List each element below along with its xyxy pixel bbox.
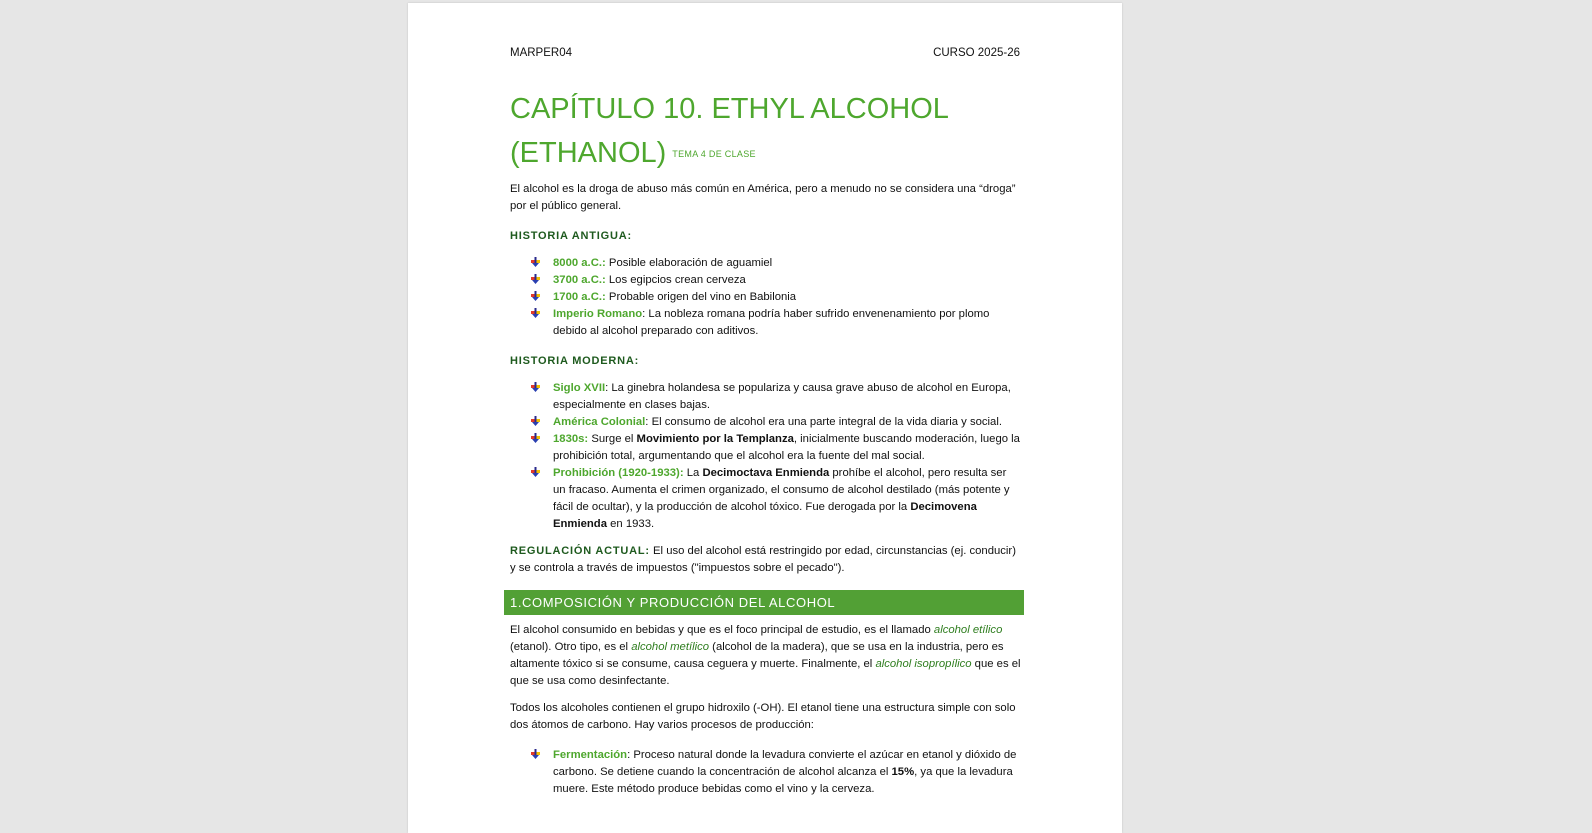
- bold-term: Decimovena Enmienda: [553, 501, 977, 530]
- text-segment: El alcohol es la droga de abuso más común en América, pero a menudo no se considera una “droga” por el público general.: [510, 183, 1016, 212]
- list-item: [510, 306, 1022, 340]
- inline-heading: REGULACIÓN ACTUAL:: [510, 545, 650, 557]
- heading-historia-moderna: HISTORIA MODERNA:: [510, 355, 640, 367]
- green-bold-term: Siglo XVII: [553, 382, 606, 394]
- text-segment: La: [683, 467, 703, 479]
- green-bold-term: 1830s:: [553, 433, 589, 445]
- text-segment: (etanol). Otro tipo, es el: [510, 641, 632, 653]
- text-segment: El alcohol consumido en bebidas y que es el foco principal de estudio, es el llamado: [510, 624, 934, 636]
- list-item: [510, 272, 1022, 289]
- chapter-title: [510, 87, 1030, 176]
- text-segment: : La ginebra holandesa se populariza y causa grave abuso de alcohol en Europa, especialmente en clases bajas.: [553, 382, 1011, 411]
- italic-term: alcohol isopropílico: [875, 658, 972, 670]
- bullet-arrow-icon: [530, 467, 541, 478]
- list-item: [510, 747, 1022, 798]
- list-item: [510, 380, 1022, 414]
- title-line1: CAPÍTULO 10. ETHYL ALCOHOL: [510, 93, 949, 125]
- bullet-arrow-icon: [530, 416, 541, 427]
- italic-term: alcohol metílico: [631, 641, 710, 653]
- text-segment: en 1933.: [607, 518, 655, 530]
- text-segment: : La nobleza romana podría haber sufrido envenenamiento por plomo debido al alcohol preparado con aditivos.: [553, 308, 990, 337]
- list-item: [510, 255, 1022, 272]
- text-segment: , inicialmente buscando moderación, luego la prohibición total, argumentando que el alcohol era la fuente del mal social.: [553, 433, 1020, 462]
- regulacion-paragraph: [510, 543, 1022, 577]
- heading-historia-antigua: HISTORIA ANTIGUA:: [510, 230, 632, 242]
- text-segment: prohíbe el alcohol, pero resulta ser un fracaso. Aumenta el crimen organizado, el consumo de alcohol destilado (más potente y fácil de ocultar), y la producción de alcohol tóxico. Fue derogada por la: [553, 467, 1010, 513]
- list-item: [510, 431, 1022, 465]
- green-bold-term: 3700 a.C.:: [553, 274, 606, 286]
- text-segment: El uso del alcohol está restringido por edad, circunstancias (ej. conducir) y se controla a través de impuestos ("impuestos sobre el pecado").: [510, 545, 1016, 574]
- green-bold-term: Fermentación: [553, 749, 628, 761]
- green-bold-term: Imperio Romano: [553, 308, 643, 320]
- list-historia-moderna: [510, 380, 1022, 533]
- title-subtitle: TEMA 4 DE CLASE: [672, 149, 756, 160]
- list-procesos-produccion: [510, 747, 1022, 798]
- title-line2: (ETHANOL): [510, 137, 667, 169]
- bullet-arrow-icon: [530, 749, 541, 760]
- text-segment: : Proceso natural donde la levadura convierte el azúcar en etanol y dióxido de carbono. Se detiene cuando la concentración de alcohol alcanza el: [553, 749, 1017, 778]
- document-page: [408, 3, 1122, 833]
- bullet-arrow-icon: [530, 382, 541, 393]
- composicion-paragraph-1: [510, 622, 1022, 690]
- text-segment: (alcohol de la madera), que se usa en la industria, pero es altamente tóxico si se consume, causa ceguera y muerte. Finalmente, el: [510, 641, 1004, 670]
- section-heading-composicion: 1.COMPOSICIÓN Y PRODUCCIÓN DEL ALCOHOL: [504, 590, 1024, 615]
- bold-term: Decimoctava Enmienda: [702, 467, 830, 479]
- text-segment: Surge el: [588, 433, 637, 445]
- text-segment: Los egipcios crean cerveza: [605, 274, 746, 286]
- bullet-arrow-icon: [530, 291, 541, 302]
- bold-term: 15%: [891, 766, 915, 778]
- italic-term: alcohol etílico: [933, 624, 1003, 636]
- text-segment: , ya que la levadura muere. Este método produce bebidas como el vino y la cerveza.: [553, 766, 1013, 795]
- bold-term: Movimiento por la Templanza: [636, 433, 794, 445]
- green-bold-term: 8000 a.C.:: [553, 257, 606, 269]
- bullet-arrow-icon: [530, 257, 541, 268]
- text-segment: Probable origen del vino en Babilonia: [605, 291, 797, 303]
- text-segment: Posible elaboración de aguamiel: [605, 257, 773, 269]
- list-historia-antigua: [510, 255, 1022, 340]
- list-item: [510, 465, 1022, 533]
- page-header: [510, 47, 1020, 59]
- text-segment: Todos los alcoholes contienen el grupo hidroxilo (-OH). El etanol tiene una estructura simple con solo dos átomos de carbono. Hay varios procesos de producción:: [510, 702, 1016, 731]
- header-left: MARPER04: [510, 47, 572, 59]
- bullet-arrow-icon: [530, 433, 541, 444]
- list-item: [510, 289, 1022, 306]
- text-segment: : El consumo de alcohol era una parte integral de la vida diaria y social.: [645, 416, 1002, 428]
- list-item: [510, 414, 1022, 431]
- intro-paragraph: [510, 181, 1022, 215]
- bullet-arrow-icon: [530, 274, 541, 285]
- text-segment: que es el que se usa como desinfectante.: [510, 658, 1021, 687]
- green-bold-term: América Colonial: [553, 416, 646, 428]
- green-bold-term: Prohibición (1920-1933):: [553, 467, 684, 479]
- composicion-paragraph-2: [510, 700, 1022, 734]
- bullet-arrow-icon: [530, 308, 541, 319]
- green-bold-term: 1700 a.C.:: [553, 291, 606, 303]
- header-right: CURSO 2025-26: [933, 47, 1020, 59]
